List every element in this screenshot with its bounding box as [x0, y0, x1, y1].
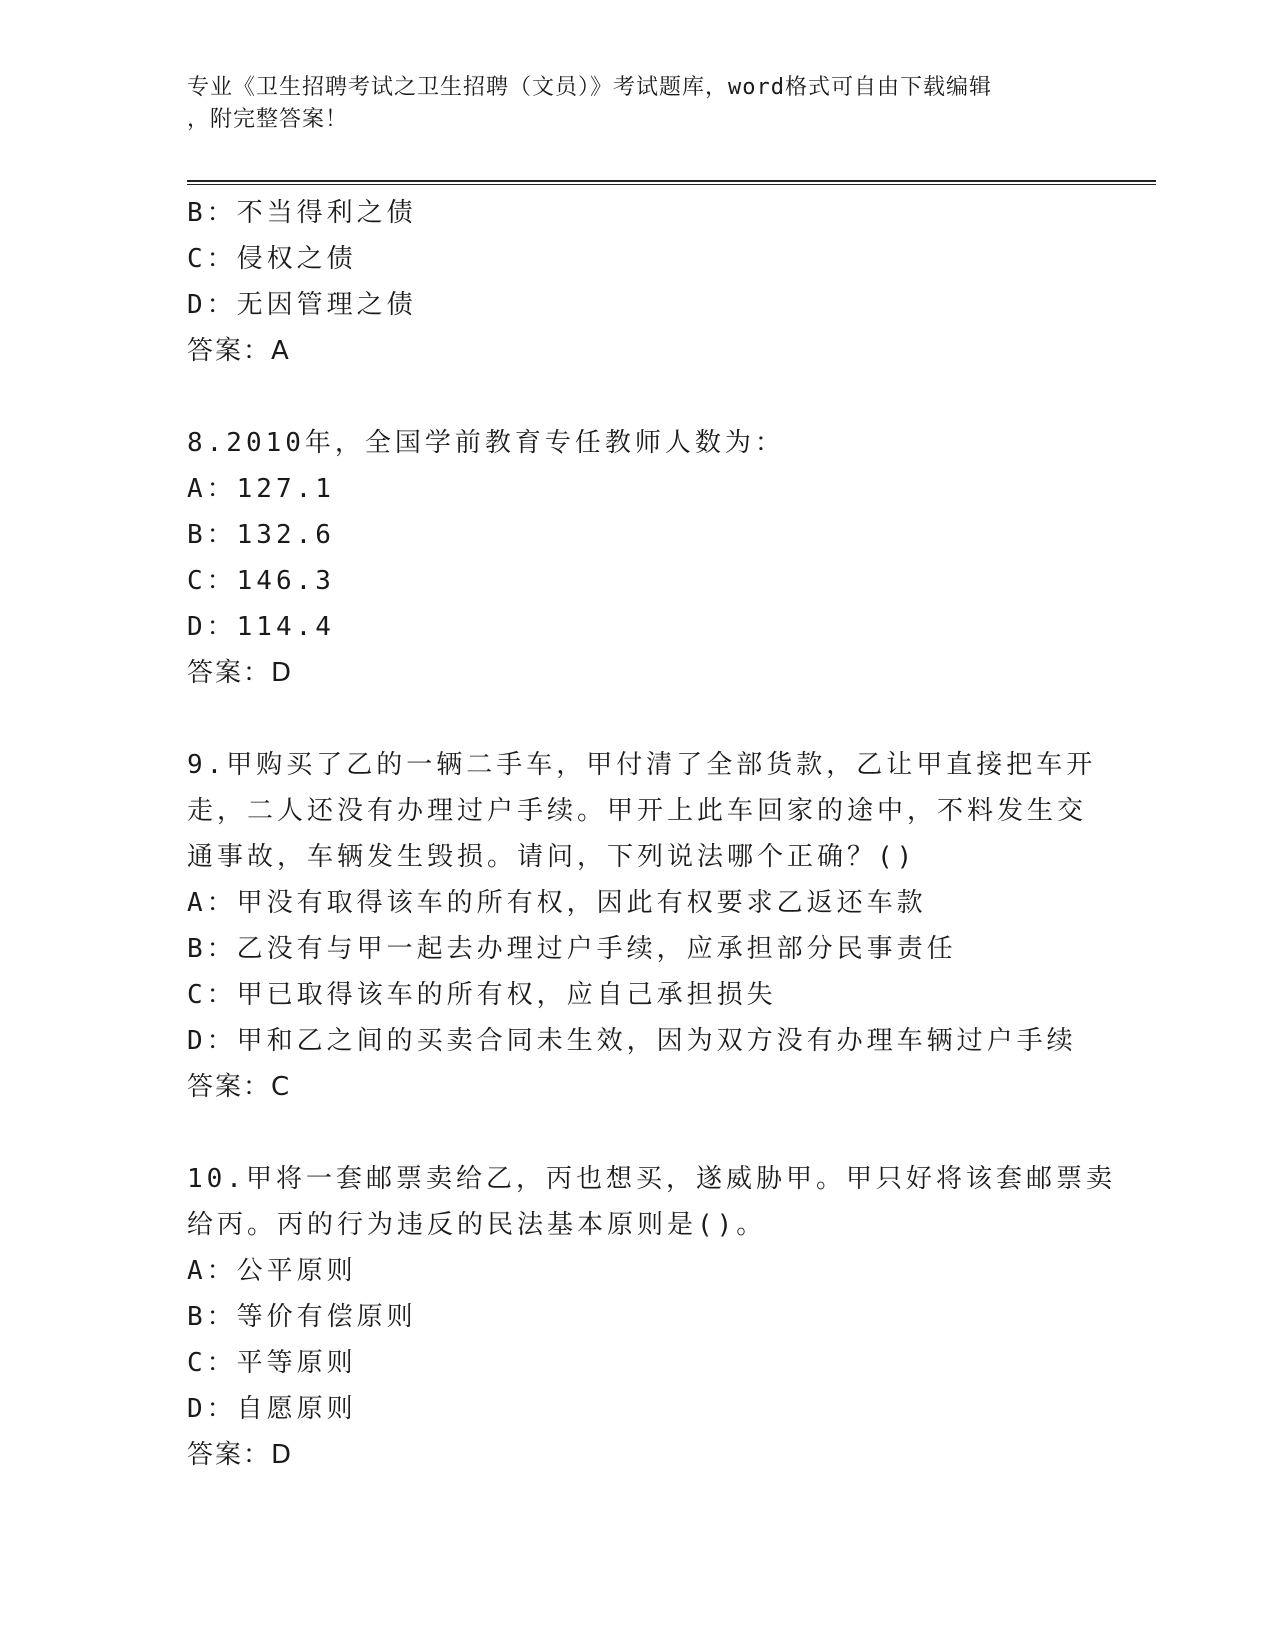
- question-text: 8.2010年，全国学前教育专任教师人数为：: [187, 428, 785, 458]
- header-rule-thin: [187, 184, 1156, 185]
- document-body: [187, 190, 1116, 1478]
- option-b: B：不当得利之债: [187, 198, 417, 228]
- question-9: [187, 742, 1097, 1110]
- answer-line: 答案：D: [187, 1440, 294, 1470]
- option-a: A：公平原则: [187, 1256, 357, 1286]
- question-text-line-2: 走，二人还没有办理过户手续。甲开上此车回家的途中，不料发生交: [187, 796, 1088, 826]
- option-d: D：甲和乙之间的买卖合同未生效，因为双方没有办理车辆过户手续: [187, 1026, 1077, 1056]
- option-b: B：等价有偿原则: [187, 1302, 417, 1332]
- answer-line: 答案：A: [187, 336, 291, 366]
- header-line-2: ，附完整答案！: [187, 107, 349, 132]
- question-7-tail: [187, 190, 1087, 374]
- option-c: C：平等原则: [187, 1348, 357, 1378]
- answer-line: 答案：C: [187, 1072, 292, 1102]
- option-b: B：乙没有与甲一起去办理过户手续，应承担部分民事责任: [187, 934, 957, 964]
- option-d: D：114.4: [187, 612, 335, 642]
- option-c: C：甲已取得该车的所有权，应自己承担损失: [187, 980, 777, 1010]
- question-text-line-1: 10.甲将一套邮票卖给乙，丙也想买，遂威胁甲。甲只好将该套邮票卖: [187, 1164, 1116, 1194]
- option-d: D：无因管理之债: [187, 290, 417, 320]
- option-b: B：132.6: [187, 520, 335, 550]
- question-10: [187, 1156, 1116, 1478]
- question-8: [187, 420, 1087, 696]
- option-c: C：侵权之债: [187, 244, 357, 274]
- question-text-line-2: 给丙。丙的行为违反的民法基本原则是()。: [187, 1210, 767, 1240]
- option-a: A：甲没有取得该车的所有权，因此有权要求乙返还车款: [187, 888, 927, 918]
- answer-line: 答案：D: [187, 658, 294, 688]
- option-a: A：127.1: [187, 474, 335, 504]
- header-line-1: 专业《卫生招聘考试之卫生招聘（文员）》考试题库，word格式可自由下载编辑: [187, 75, 992, 100]
- document-header: [187, 72, 1087, 136]
- option-d: D：自愿原则: [187, 1394, 357, 1424]
- option-c: C：146.3: [187, 566, 335, 596]
- question-text-line-1: 9.甲购买了乙的一辆二手车，甲付清了全部货款，乙让甲直接把车开: [187, 750, 1097, 780]
- question-text-line-3: 通事故，车辆发生毁损。请问，下列说法哪个正确？(): [187, 842, 917, 872]
- header-rule-thick: [187, 180, 1156, 182]
